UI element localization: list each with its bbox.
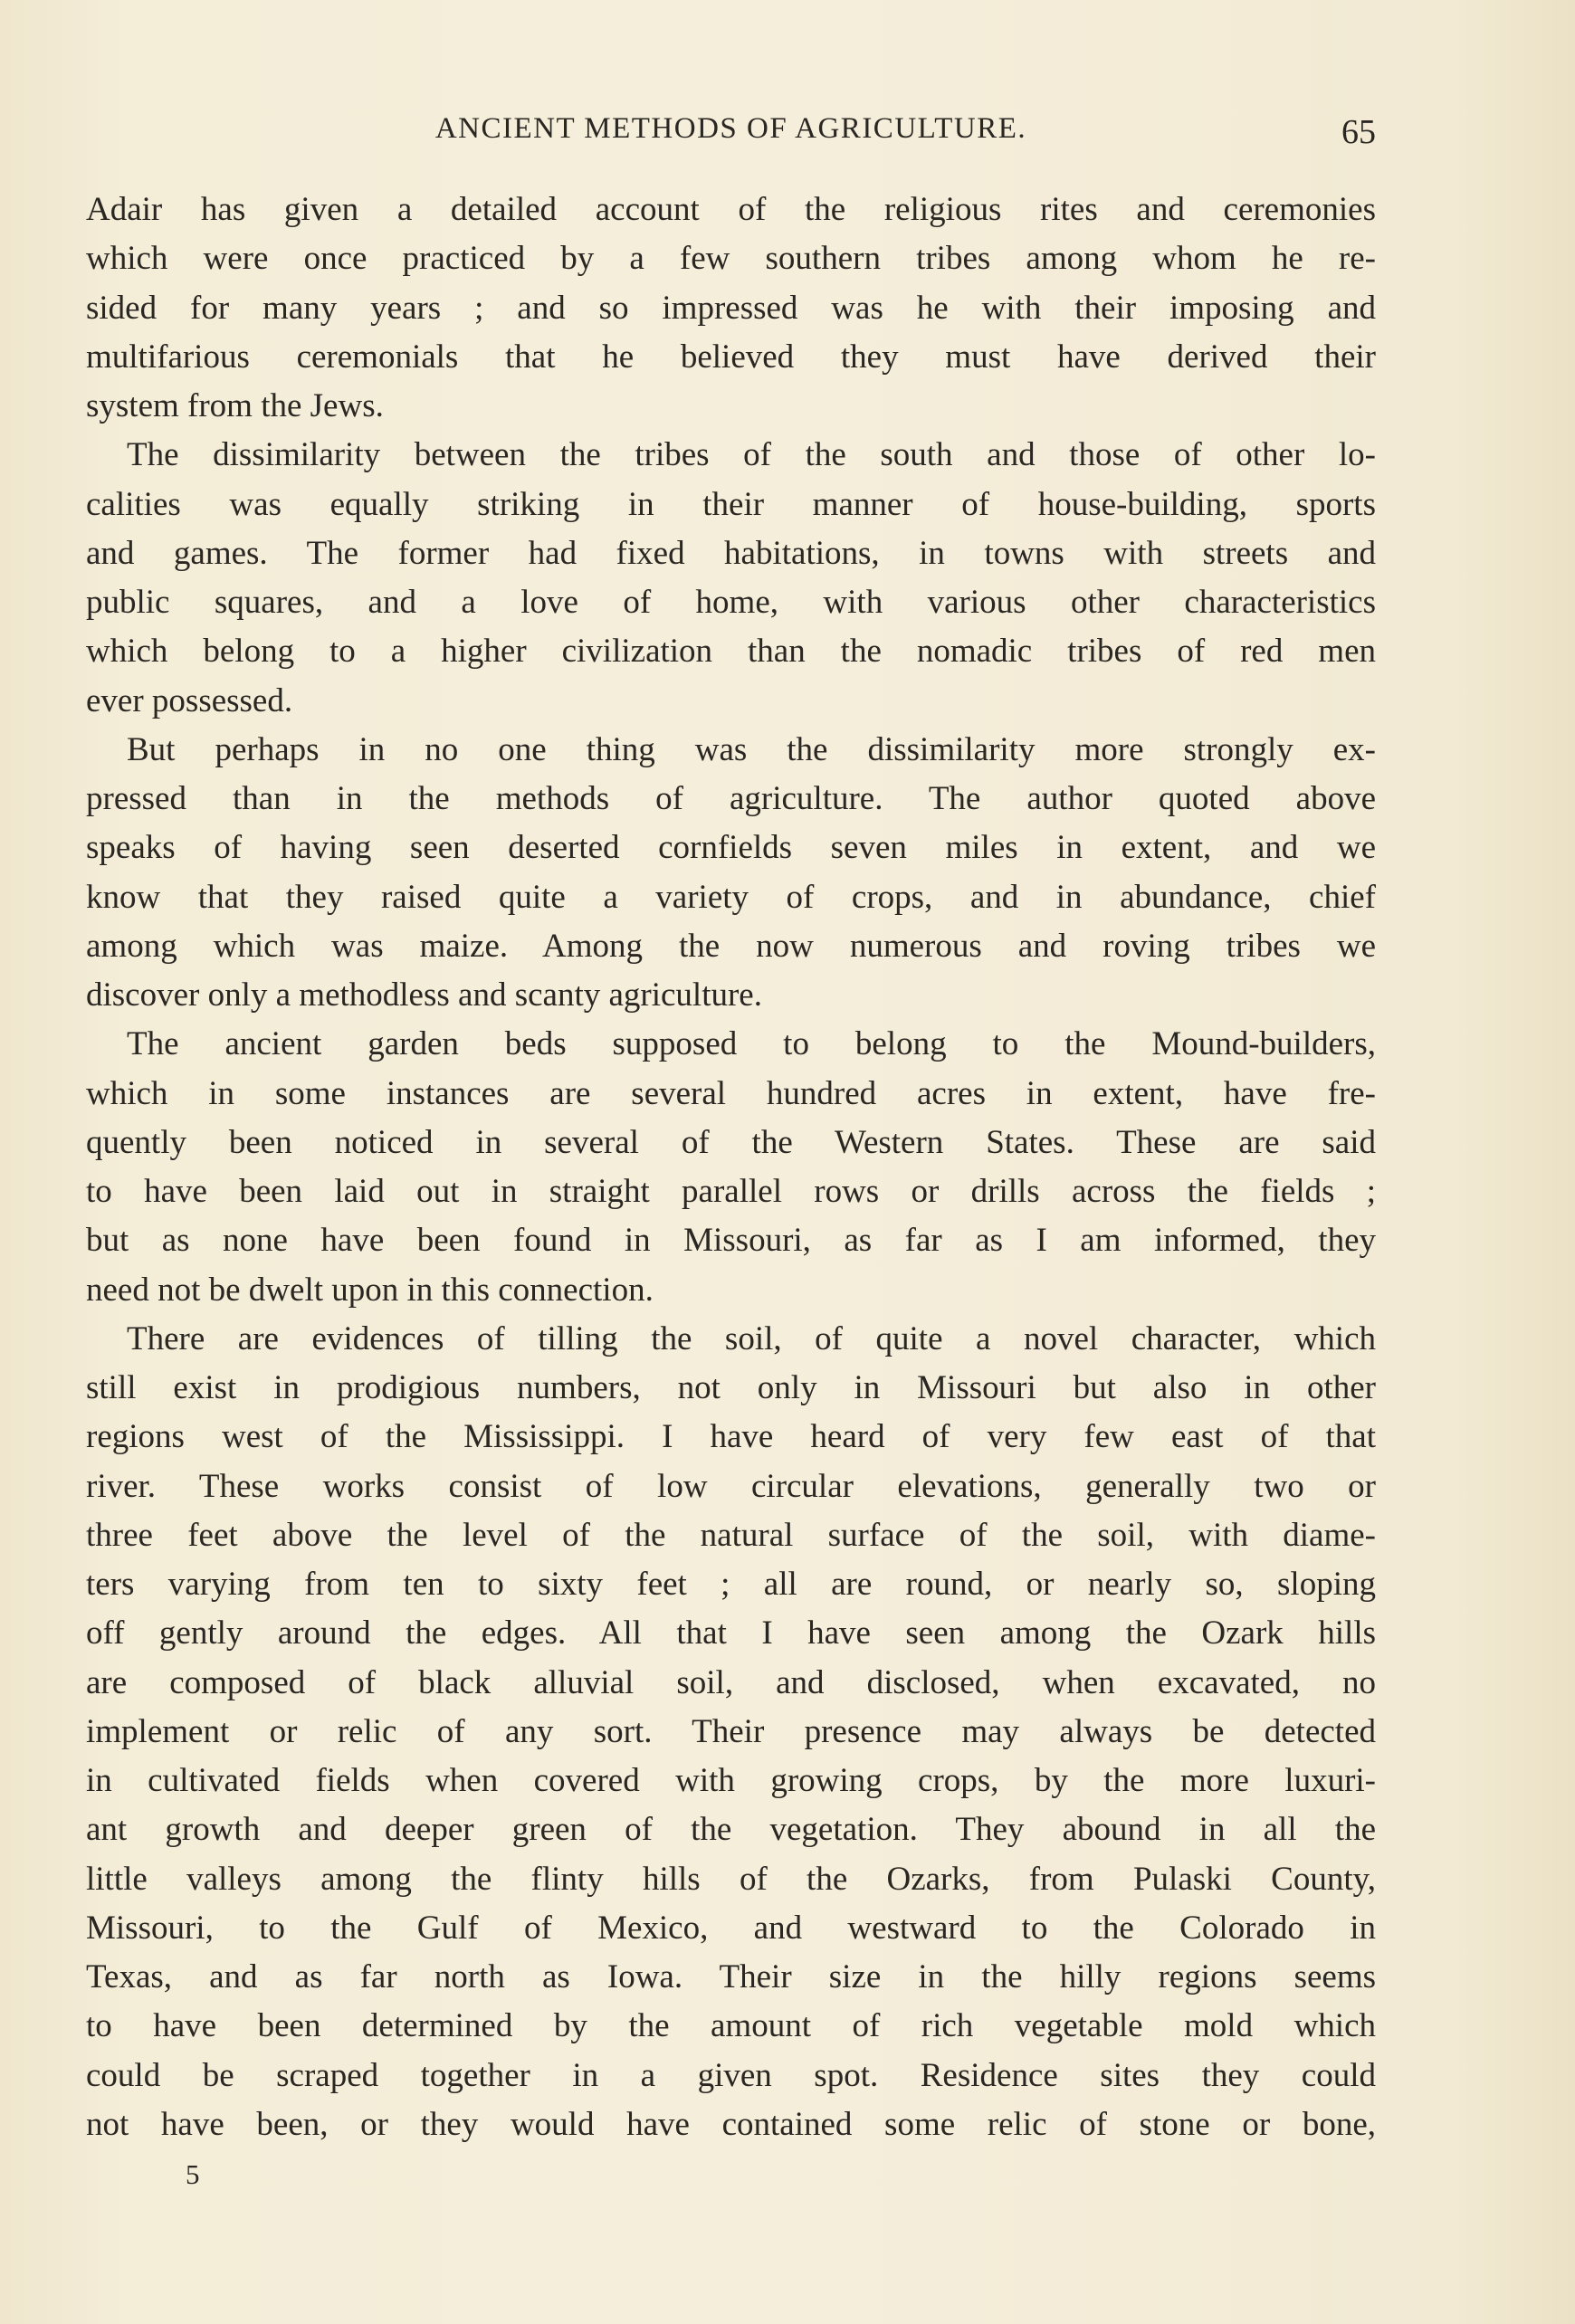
page-number: 65 [1341,113,1376,151]
text-line: There are evidences of tilling the soil, of quite a novel character, which [127,1319,1376,1357]
text-line: in cultivated fields when covered with growing crops, by the more luxuri- [86,1762,1376,1799]
text-line: The ancient garden beds supposed to belong to the Mound-builders, [127,1025,1376,1063]
text-line: little valleys among the flinty hills of the Ozarks, from Pulaski County, [86,1860,1376,1898]
text-line: But perhaps in no one thing was the dissimilarity more strongly ex- [127,730,1376,768]
text-line: not have been, or they would have contained some relic of stone or bone, [86,2105,1376,2143]
text-line: calities was equally striking in their manner of house-building, sports [86,485,1376,523]
text-line: still exist in prodigious numbers, not only in Missouri but also in other [86,1369,1376,1406]
text-line: to have been determined by the amount of rich vegetable mold which [86,2007,1376,2045]
text-line: could be scraped together in a given spot. Residence sites they could [86,2056,1376,2094]
text-line: Missouri, to the Gulf of Mexico, and westward to the Colorado in [86,1909,1376,1947]
text-line: discover only a methodless and scanty agriculture. [86,976,762,1014]
text-line: ters varying from ten to sixty feet ; all are round, or nearly so, sloping [86,1566,1376,1603]
body-text [86,186,1376,2149]
text-line: regions west of the Mississippi. I have heard of very few east of that [86,1418,1376,1456]
running-head [86,112,1376,157]
text-line: and games. The former had fixed habitations, in towns with streets and [86,534,1376,572]
signature-mark: 5 [186,2158,200,2190]
text-line: which belong to a higher civilization than the nomadic tribes of red men [86,633,1376,671]
text-line: ever possessed. [86,681,293,719]
running-title: ANCIENT METHODS OF AGRICULTURE. [434,112,1027,145]
text-line: three feet above the level of the natural surface of the soil, with diame- [86,1516,1376,1554]
text-line: are composed of black alluvial soil, and disclosed, when excavated, no [86,1663,1376,1701]
text-line: to have been laid out in straight parallel rows or drills across the fields ; [86,1173,1376,1210]
text-line: public squares, and a love of home, with various other characteristics [86,584,1376,621]
text-line: quently been noticed in several of the Western States. These are said [86,1123,1376,1161]
text-line: need not be dwelt upon in this connection. [86,1271,654,1309]
text-line: system from the Jews. [86,387,384,424]
text-line: among which was maize. Among the now numerous and roving tribes we [86,927,1376,965]
text-line: off gently around the edges. All that I have seen among the Ozark hills [86,1614,1376,1653]
text-line: river. These works consist of low circular elevations, generally two or [86,1467,1376,1505]
text-line: multifarious ceremonials that he believed they must have derived their [86,338,1376,376]
text-line: know that they raised quite a variety of crops, and in abundance, chief [86,878,1376,916]
text-line: which in some instances are several hundred acres in extent, have fre- [86,1074,1376,1112]
text-line: pressed than in the methods of agriculture. The author quoted above [86,780,1376,817]
text-line: The dissimilarity between the tribes of the south and those of other lo- [127,436,1376,474]
text-line: Texas, and as far north as Iowa. Their size in the hilly regions seems [86,1958,1376,1995]
text-line: but as none have been found in Missouri, as far as I am informed, they [86,1222,1376,1260]
text-line: speaks of having seen deserted cornfields seven miles in extent, and we [86,829,1376,867]
text-line: which were once practiced by a few southern tribes among whom he re- [86,240,1376,278]
text-line: ant growth and deeper green of the vegetation. They abound in all the [86,1811,1376,1849]
text-line: Adair has given a detailed account of the religious rites and ceremonies [86,191,1376,228]
text-line: sided for many years ; and so impressed was he with their imposing and [86,289,1376,327]
text-line: implement or relic of any sort. Their presence may always be detected [86,1712,1376,1750]
